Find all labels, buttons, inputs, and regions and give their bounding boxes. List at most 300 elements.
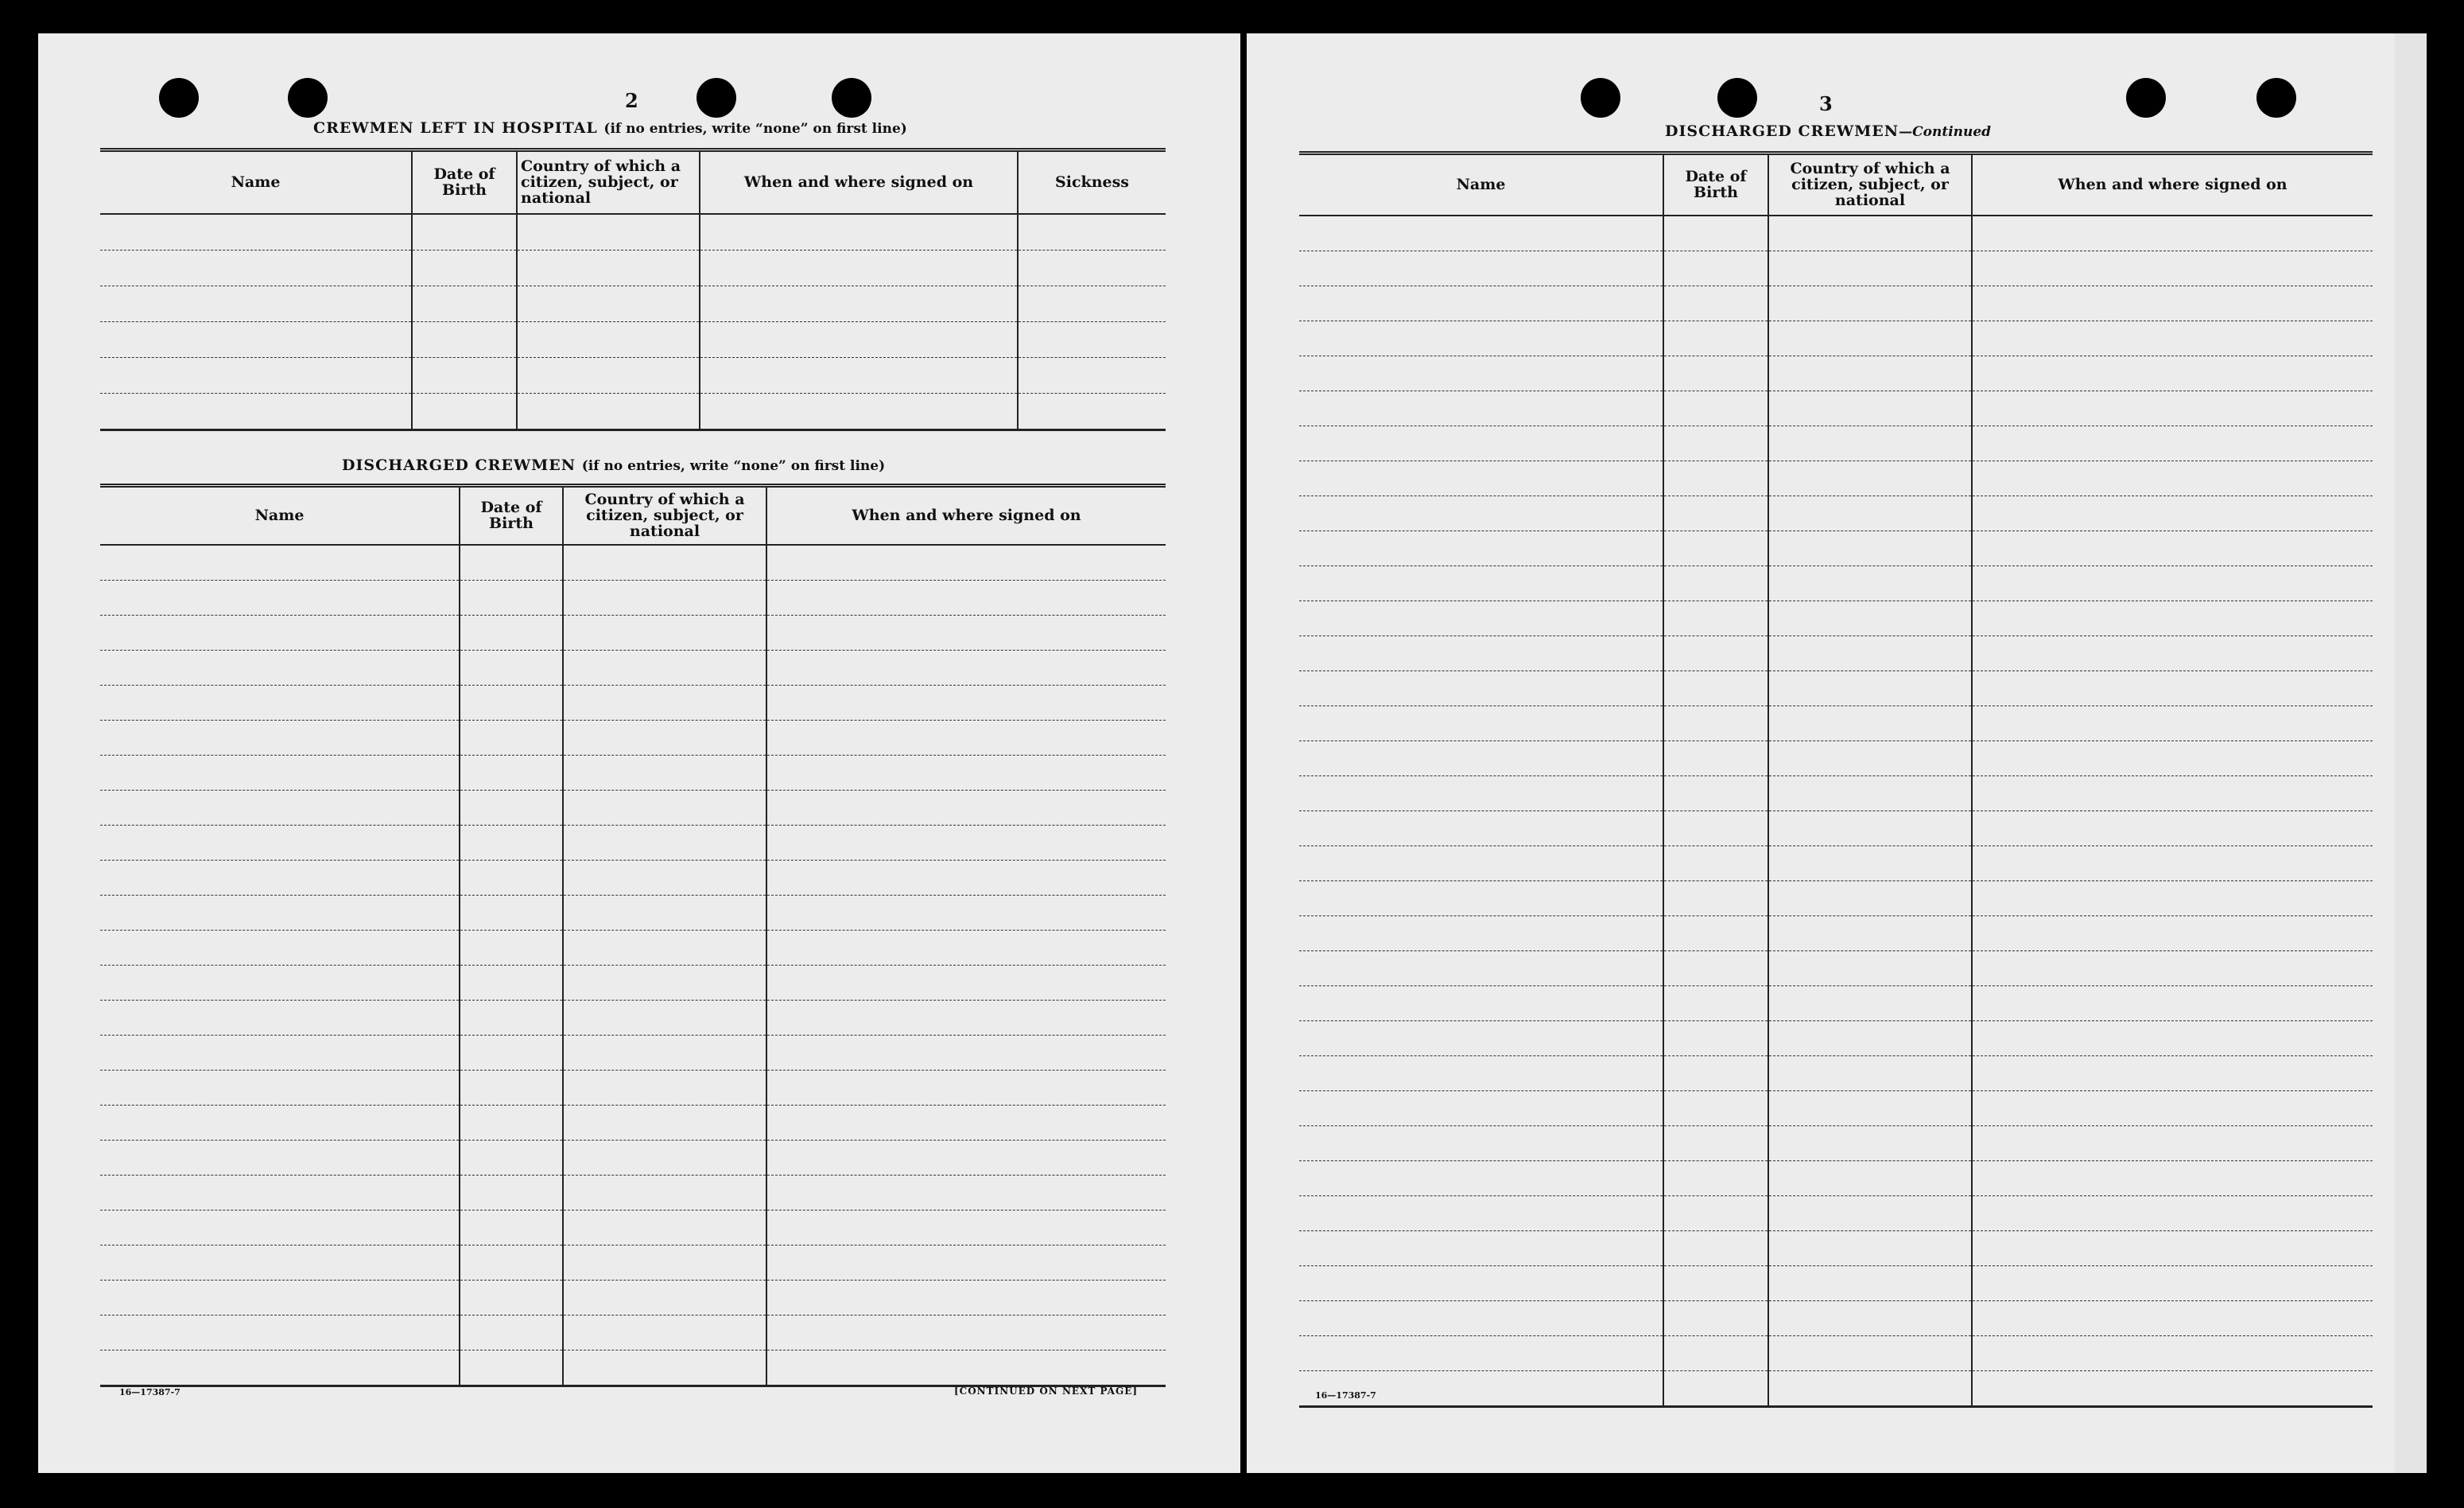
blank-entry-cell[interactable] xyxy=(1663,286,1768,321)
blank-entry-cell[interactable] xyxy=(460,1035,563,1070)
table-row xyxy=(1299,600,2373,635)
blank-entry-cell[interactable] xyxy=(1768,1090,1972,1125)
discharged-continued-title xyxy=(1665,122,1991,140)
blank-entry-cell[interactable] xyxy=(766,1000,1166,1035)
blank-entry-cell[interactable] xyxy=(1299,1160,1663,1195)
blank-entry-cell[interactable] xyxy=(766,1035,1166,1070)
blank-entry-cell[interactable] xyxy=(460,720,563,755)
blank-entry-cell[interactable] xyxy=(766,930,1166,965)
blank-entry-cell[interactable] xyxy=(1299,635,1663,670)
blank-entry-cell[interactable] xyxy=(1768,1265,1972,1300)
blank-entry-cell[interactable] xyxy=(766,790,1166,825)
blank-entry-cell[interactable] xyxy=(1663,531,1768,566)
blank-entry-cell[interactable] xyxy=(460,965,563,1000)
blank-entry-cell[interactable] xyxy=(1663,1370,1768,1406)
blank-entry-cell[interactable] xyxy=(100,286,412,321)
punch-hole xyxy=(832,78,871,118)
blank-entry-cell[interactable] xyxy=(100,1000,460,1035)
blank-entry-cell[interactable] xyxy=(563,685,766,720)
blank-entry-cell[interactable] xyxy=(100,1175,460,1210)
table-row xyxy=(100,214,1166,251)
col-sickness: Sickness xyxy=(1018,150,1166,214)
blank-entry-cell[interactable] xyxy=(1972,1020,2373,1055)
blank-entry-cell[interactable] xyxy=(1299,1265,1663,1300)
blank-entry-cell[interactable] xyxy=(1299,286,1663,321)
table-row xyxy=(100,650,1166,685)
table-row xyxy=(100,1000,1166,1035)
blank-entry-cell[interactable] xyxy=(1663,461,1768,496)
blank-entry-cell[interactable] xyxy=(1299,950,1663,985)
blank-entry-cell[interactable] xyxy=(563,1280,766,1315)
blank-entry-cell[interactable] xyxy=(1299,1090,1663,1125)
blank-entry-cell[interactable] xyxy=(1299,810,1663,845)
blank-entry-cell[interactable] xyxy=(1299,496,1663,531)
blank-entry-cell[interactable] xyxy=(1768,1020,1972,1055)
blank-entry-cell[interactable] xyxy=(1768,1230,1972,1265)
blank-entry-cell[interactable] xyxy=(100,1350,460,1386)
discharged-header-row xyxy=(100,486,1166,545)
blank-entry-cell[interactable] xyxy=(1768,566,1972,600)
blank-entry-cell[interactable] xyxy=(1663,670,1768,705)
blank-entry-cell[interactable] xyxy=(1768,950,1972,985)
table-row xyxy=(1299,1090,2373,1125)
blank-entry-cell[interactable] xyxy=(1299,1020,1663,1055)
blank-entry-cell[interactable] xyxy=(1972,1125,2373,1160)
blank-entry-cell[interactable] xyxy=(1299,216,1663,251)
blank-entry-cell[interactable] xyxy=(1972,1055,2373,1090)
blank-entry-cell[interactable] xyxy=(1663,1335,1768,1370)
blank-entry-cell[interactable] xyxy=(766,580,1166,615)
blank-entry-cell[interactable] xyxy=(1299,461,1663,496)
blank-entry-cell[interactable] xyxy=(100,357,412,393)
blank-entry-cell[interactable] xyxy=(1972,1335,2373,1370)
blank-entry-cell[interactable] xyxy=(460,1315,563,1350)
table-row xyxy=(1299,1335,2373,1370)
table-row xyxy=(1299,426,2373,461)
table-row xyxy=(100,825,1166,860)
blank-entry-cell[interactable] xyxy=(1768,1370,1972,1406)
blank-entry-cell[interactable] xyxy=(1663,950,1768,985)
blank-entry-cell[interactable] xyxy=(1018,357,1166,393)
blank-entry-cell[interactable] xyxy=(1768,321,1972,356)
blank-entry-cell[interactable] xyxy=(766,615,1166,650)
blank-entry-cell[interactable] xyxy=(1972,985,2373,1020)
blank-entry-cell[interactable] xyxy=(766,1315,1166,1350)
blank-entry-cell[interactable] xyxy=(563,1245,766,1280)
col-name: Name xyxy=(100,150,412,214)
blank-entry-cell[interactable] xyxy=(1299,1335,1663,1370)
blank-entry-cell[interactable] xyxy=(766,545,1166,581)
blank-entry-cell[interactable] xyxy=(1972,950,2373,985)
blank-entry-cell[interactable] xyxy=(412,393,517,429)
blank-entry-cell[interactable] xyxy=(100,825,460,860)
table-row xyxy=(100,1105,1166,1140)
blank-entry-cell[interactable] xyxy=(563,825,766,860)
blank-entry-cell[interactable] xyxy=(563,580,766,615)
blank-entry-cell[interactable] xyxy=(563,895,766,930)
blank-entry-cell[interactable] xyxy=(1299,391,1663,426)
blank-entry-cell[interactable] xyxy=(1018,250,1166,286)
blank-entry-cell[interactable] xyxy=(1768,461,1972,496)
blank-entry-cell[interactable] xyxy=(1299,1125,1663,1160)
table-row xyxy=(1299,950,2373,985)
blank-entry-cell[interactable] xyxy=(563,790,766,825)
blank-entry-cell[interactable] xyxy=(1768,426,1972,461)
blank-entry-cell[interactable] xyxy=(563,1175,766,1210)
blank-entry-cell[interactable] xyxy=(766,1070,1166,1105)
blank-entry-cell[interactable] xyxy=(517,321,700,357)
blank-entry-cell[interactable] xyxy=(766,755,1166,790)
blank-entry-cell[interactable] xyxy=(100,685,460,720)
blank-entry-cell[interactable] xyxy=(460,1140,563,1175)
blank-entry-cell[interactable] xyxy=(1972,635,2373,670)
blank-entry-cell[interactable] xyxy=(1663,810,1768,845)
blank-entry-cell[interactable] xyxy=(517,393,700,429)
blank-entry-cell[interactable] xyxy=(412,321,517,357)
blank-entry-cell[interactable] xyxy=(100,720,460,755)
blank-entry-cell[interactable] xyxy=(563,965,766,1000)
blank-entry-cell[interactable] xyxy=(1663,1125,1768,1160)
blank-entry-cell[interactable] xyxy=(1972,286,2373,321)
blank-entry-cell[interactable] xyxy=(1768,810,1972,845)
page-number: 3 xyxy=(1819,92,1833,115)
blank-entry-cell[interactable] xyxy=(1299,670,1663,705)
blank-entry-cell[interactable] xyxy=(1768,286,1972,321)
blank-entry-cell[interactable] xyxy=(1972,1195,2373,1230)
blank-entry-cell[interactable] xyxy=(1663,775,1768,810)
blank-entry-cell[interactable] xyxy=(563,1315,766,1350)
blank-entry-cell[interactable] xyxy=(1663,880,1768,915)
blank-entry-cell[interactable] xyxy=(563,860,766,895)
blank-entry-cell[interactable] xyxy=(1768,1195,1972,1230)
blank-entry-cell[interactable] xyxy=(1972,775,2373,810)
blank-entry-cell[interactable] xyxy=(563,650,766,685)
blank-entry-cell[interactable] xyxy=(1299,1370,1663,1406)
blank-entry-cell[interactable] xyxy=(1663,740,1768,775)
blank-entry-cell[interactable] xyxy=(563,1140,766,1175)
blank-entry-cell[interactable] xyxy=(1299,1195,1663,1230)
blank-entry-cell[interactable] xyxy=(460,825,563,860)
blank-entry-cell[interactable] xyxy=(1768,915,1972,950)
blank-entry-cell[interactable] xyxy=(412,286,517,321)
blank-entry-cell[interactable] xyxy=(1972,1370,2373,1406)
blank-entry-cell[interactable] xyxy=(1299,321,1663,356)
blank-entry-cell[interactable] xyxy=(1972,531,2373,566)
blank-entry-cell[interactable] xyxy=(766,1350,1166,1386)
blank-entry-cell[interactable] xyxy=(1299,600,1663,635)
table-row xyxy=(1299,1370,2373,1406)
table-row xyxy=(1299,461,2373,496)
blank-entry-cell[interactable] xyxy=(1972,1090,2373,1125)
blank-entry-cell[interactable] xyxy=(1972,810,2373,845)
table-row xyxy=(100,1175,1166,1210)
blank-entry-cell[interactable] xyxy=(1663,356,1768,391)
blank-entry-cell[interactable] xyxy=(563,1210,766,1245)
blank-entry-cell[interactable] xyxy=(700,393,1018,429)
continued-subtitle: —Continued xyxy=(1899,124,1992,140)
blank-entry-cell[interactable] xyxy=(100,965,460,1000)
blank-entry-cell[interactable] xyxy=(1972,670,2373,705)
blank-entry-cell[interactable] xyxy=(1972,1265,2373,1300)
blank-entry-cell[interactable] xyxy=(100,1315,460,1350)
blank-entry-cell[interactable] xyxy=(1768,740,1972,775)
blank-entry-cell[interactable] xyxy=(1663,251,1768,286)
blank-entry-cell[interactable] xyxy=(1768,775,1972,810)
blank-entry-cell[interactable] xyxy=(1768,670,1972,705)
blank-entry-cell[interactable] xyxy=(1663,566,1768,600)
blank-entry-cell[interactable] xyxy=(1663,216,1768,251)
blank-entry-cell[interactable] xyxy=(1972,845,2373,880)
blank-entry-cell[interactable] xyxy=(1299,531,1663,566)
blank-entry-cell[interactable] xyxy=(100,755,460,790)
blank-entry-cell[interactable] xyxy=(1972,1300,2373,1335)
blank-entry-cell[interactable] xyxy=(1663,845,1768,880)
blank-entry-cell[interactable] xyxy=(1972,356,2373,391)
blank-entry-cell[interactable] xyxy=(1299,426,1663,461)
blank-entry-cell[interactable] xyxy=(563,615,766,650)
blank-entry-cell[interactable] xyxy=(1663,426,1768,461)
blank-entry-cell[interactable] xyxy=(1299,1055,1663,1090)
blank-entry-cell[interactable] xyxy=(460,930,563,965)
col-country: Country of which a citizen, subject, or national xyxy=(563,486,766,545)
blank-entry-cell[interactable] xyxy=(1768,845,1972,880)
table-row xyxy=(1299,775,2373,810)
blank-entry-cell[interactable] xyxy=(460,755,563,790)
blank-entry-cell[interactable] xyxy=(1299,985,1663,1020)
blank-entry-cell[interactable] xyxy=(1972,426,2373,461)
blank-entry-cell[interactable] xyxy=(766,895,1166,930)
table-row xyxy=(100,250,1166,286)
blank-entry-cell[interactable] xyxy=(1299,740,1663,775)
blank-entry-cell[interactable] xyxy=(563,1000,766,1035)
blank-entry-cell[interactable] xyxy=(1768,356,1972,391)
blank-entry-cell[interactable] xyxy=(1663,915,1768,950)
col-name: Name xyxy=(1299,154,1663,216)
blank-entry-cell[interactable] xyxy=(1972,461,2373,496)
blank-entry-cell[interactable] xyxy=(1663,1160,1768,1195)
blank-entry-cell[interactable] xyxy=(460,685,563,720)
blank-entry-cell[interactable] xyxy=(517,214,700,251)
blank-entry-cell[interactable] xyxy=(1663,1265,1768,1300)
blank-entry-cell[interactable] xyxy=(100,650,460,685)
blank-entry-cell[interactable] xyxy=(1299,1300,1663,1335)
blank-entry-cell[interactable] xyxy=(460,1070,563,1105)
blank-entry-cell[interactable] xyxy=(1663,635,1768,670)
blank-entry-cell[interactable] xyxy=(1018,214,1166,251)
blank-entry-cell[interactable] xyxy=(1768,1055,1972,1090)
blank-entry-cell[interactable] xyxy=(766,1105,1166,1140)
blank-entry-cell[interactable] xyxy=(100,930,460,965)
blank-entry-cell[interactable] xyxy=(563,755,766,790)
blank-entry-cell[interactable] xyxy=(1299,845,1663,880)
blank-entry-cell[interactable] xyxy=(1768,531,1972,566)
blank-entry-cell[interactable] xyxy=(1663,1300,1768,1335)
blank-entry-cell[interactable] xyxy=(1768,985,1972,1020)
blank-entry-cell[interactable] xyxy=(766,860,1166,895)
table-row xyxy=(100,685,1166,720)
blank-entry-cell[interactable] xyxy=(100,1210,460,1245)
blank-entry-cell[interactable] xyxy=(100,250,412,286)
blank-entry-cell[interactable] xyxy=(1768,216,1972,251)
punch-hole xyxy=(2256,78,2296,118)
blank-entry-cell[interactable] xyxy=(460,1175,563,1210)
blank-entry-cell[interactable] xyxy=(1768,1160,1972,1195)
blank-entry-cell[interactable] xyxy=(460,1350,563,1386)
blank-entry-cell[interactable] xyxy=(563,1035,766,1070)
blank-entry-cell[interactable] xyxy=(517,250,700,286)
col-signed-on: When and where signed on xyxy=(766,486,1166,545)
table-row xyxy=(100,357,1166,393)
blank-entry-cell[interactable] xyxy=(100,214,412,251)
blank-entry-cell[interactable] xyxy=(1299,251,1663,286)
blank-entry-cell[interactable] xyxy=(1768,1300,1972,1335)
form-code: 16—17387-7 xyxy=(1315,1390,1376,1401)
blank-entry-cell[interactable] xyxy=(412,214,517,251)
blank-entry-cell[interactable] xyxy=(100,860,460,895)
blank-entry-cell[interactable] xyxy=(563,1105,766,1140)
blank-entry-cell[interactable] xyxy=(563,1070,766,1105)
blank-entry-cell[interactable] xyxy=(1299,566,1663,600)
blank-entry-cell[interactable] xyxy=(1018,286,1166,321)
blank-entry-cell[interactable] xyxy=(460,895,563,930)
blank-entry-cell[interactable] xyxy=(1972,880,2373,915)
blank-entry-cell[interactable] xyxy=(1299,356,1663,391)
blank-entry-cell[interactable] xyxy=(412,357,517,393)
blank-entry-cell[interactable] xyxy=(1972,496,2373,531)
blank-entry-cell[interactable] xyxy=(100,615,460,650)
table-row xyxy=(100,790,1166,825)
blank-entry-cell[interactable] xyxy=(766,1280,1166,1315)
blank-entry-cell[interactable] xyxy=(1972,216,2373,251)
blank-entry-cell[interactable] xyxy=(460,650,563,685)
blank-entry-cell[interactable] xyxy=(100,321,412,357)
blank-entry-cell[interactable] xyxy=(460,615,563,650)
blank-entry-cell[interactable] xyxy=(1663,705,1768,740)
blank-entry-cell[interactable] xyxy=(766,720,1166,755)
blank-entry-cell[interactable] xyxy=(1768,251,1972,286)
blank-entry-cell[interactable] xyxy=(1768,1125,1972,1160)
blank-entry-cell[interactable] xyxy=(563,545,766,581)
blank-entry-cell[interactable] xyxy=(766,685,1166,720)
blank-entry-cell[interactable] xyxy=(766,1175,1166,1210)
blank-entry-cell[interactable] xyxy=(1972,740,2373,775)
blank-entry-cell[interactable] xyxy=(1663,391,1768,426)
blank-entry-cell[interactable] xyxy=(700,286,1018,321)
blank-entry-cell[interactable] xyxy=(1768,496,1972,531)
blank-entry-cell[interactable] xyxy=(1972,566,2373,600)
blank-entry-cell[interactable] xyxy=(517,286,700,321)
blank-entry-cell[interactable] xyxy=(1972,600,2373,635)
blank-entry-cell[interactable] xyxy=(100,1035,460,1070)
blank-entry-cell[interactable] xyxy=(1299,1230,1663,1265)
blank-entry-cell[interactable] xyxy=(100,393,412,429)
blank-entry-cell[interactable] xyxy=(1663,1230,1768,1265)
blank-entry-cell[interactable] xyxy=(100,1280,460,1315)
blank-entry-cell[interactable] xyxy=(1768,705,1972,740)
blank-entry-cell[interactable] xyxy=(766,965,1166,1000)
blank-entry-cell[interactable] xyxy=(1972,1160,2373,1195)
blank-entry-cell[interactable] xyxy=(1972,251,2373,286)
right-page xyxy=(1247,33,2427,1473)
blank-entry-cell[interactable] xyxy=(1299,915,1663,950)
blank-entry-cell[interactable] xyxy=(1663,985,1768,1020)
blank-entry-cell[interactable] xyxy=(1663,1195,1768,1230)
blank-entry-cell[interactable] xyxy=(100,895,460,930)
blank-entry-cell[interactable] xyxy=(460,860,563,895)
blank-entry-cell[interactable] xyxy=(460,580,563,615)
table-row xyxy=(100,321,1166,357)
blank-entry-cell[interactable] xyxy=(766,1210,1166,1245)
blank-entry-cell[interactable] xyxy=(1663,496,1768,531)
blank-entry-cell[interactable] xyxy=(460,1245,563,1280)
blank-entry-cell[interactable] xyxy=(1768,1335,1972,1370)
blank-entry-cell[interactable] xyxy=(700,357,1018,393)
blank-entry-cell[interactable] xyxy=(1663,1055,1768,1090)
blank-entry-cell[interactable] xyxy=(1768,391,1972,426)
blank-entry-cell[interactable] xyxy=(460,1280,563,1315)
blank-entry-cell[interactable] xyxy=(1663,600,1768,635)
blank-entry-cell[interactable] xyxy=(563,720,766,755)
blank-entry-cell[interactable] xyxy=(1663,1090,1768,1125)
blank-entry-cell[interactable] xyxy=(1663,1020,1768,1055)
blank-entry-cell[interactable] xyxy=(700,321,1018,357)
blank-entry-cell[interactable] xyxy=(1972,1230,2373,1265)
blank-entry-cell[interactable] xyxy=(1018,393,1166,429)
blank-entry-cell[interactable] xyxy=(1018,321,1166,357)
blank-entry-cell[interactable] xyxy=(100,545,460,581)
blank-entry-cell[interactable] xyxy=(766,825,1166,860)
blank-entry-cell[interactable] xyxy=(460,545,563,581)
blank-entry-cell[interactable] xyxy=(1768,880,1972,915)
table-row xyxy=(1299,705,2373,740)
blank-entry-cell[interactable] xyxy=(460,1000,563,1035)
table-row xyxy=(100,1070,1166,1105)
col-signed-on: When and where signed on xyxy=(1972,154,2373,216)
blank-entry-cell[interactable] xyxy=(766,1140,1166,1175)
blank-entry-cell[interactable] xyxy=(700,214,1018,251)
blank-entry-cell[interactable] xyxy=(563,930,766,965)
blank-entry-cell[interactable] xyxy=(460,1105,563,1140)
blank-entry-cell[interactable] xyxy=(563,1350,766,1386)
blank-entry-cell[interactable] xyxy=(412,250,517,286)
blank-entry-cell[interactable] xyxy=(1299,880,1663,915)
blank-entry-cell[interactable] xyxy=(460,1210,563,1245)
blank-entry-cell[interactable] xyxy=(100,580,460,615)
col-signed-on: When and where signed on xyxy=(700,150,1018,214)
blank-entry-cell[interactable] xyxy=(1299,775,1663,810)
table-row xyxy=(1299,496,2373,531)
blank-entry-cell[interactable] xyxy=(100,1245,460,1280)
blank-entry-cell[interactable] xyxy=(1972,391,2373,426)
blank-entry-cell[interactable] xyxy=(100,790,460,825)
blank-entry-cell[interactable] xyxy=(100,1105,460,1140)
blank-entry-cell[interactable] xyxy=(460,790,563,825)
blank-entry-cell[interactable] xyxy=(1663,321,1768,356)
table-row xyxy=(100,860,1166,895)
blank-entry-cell[interactable] xyxy=(100,1140,460,1175)
blank-entry-cell[interactable] xyxy=(1972,321,2373,356)
blank-entry-cell[interactable] xyxy=(517,357,700,393)
blank-entry-cell[interactable] xyxy=(1299,705,1663,740)
blank-entry-cell[interactable] xyxy=(1972,705,2373,740)
blank-entry-cell[interactable] xyxy=(1972,915,2373,950)
blank-entry-cell[interactable] xyxy=(100,1070,460,1105)
blank-entry-cell[interactable] xyxy=(700,250,1018,286)
blank-entry-cell[interactable] xyxy=(766,650,1166,685)
blank-entry-cell[interactable] xyxy=(1768,600,1972,635)
blank-entry-cell[interactable] xyxy=(1768,635,1972,670)
blank-entry-cell[interactable] xyxy=(766,1245,1166,1280)
